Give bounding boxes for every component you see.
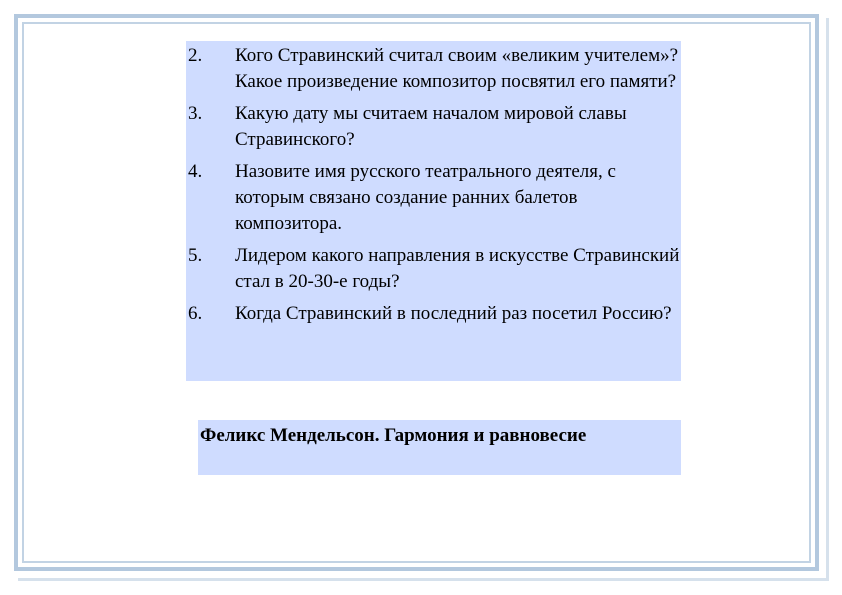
question-number: 6. (188, 303, 203, 324)
question-text: Лидером какого направления в искусстве Стравинский стал в 20-30-е годы? (235, 245, 680, 292)
question-number: 4. (188, 161, 203, 182)
question-number: 5. (188, 245, 203, 266)
question-text: Когда Стравинский в последний раз посетил Россию? (235, 303, 672, 324)
question-number: 2. (188, 45, 203, 66)
question-text: Кого Стравинский считал своим «великим учителем»? Какое произведение композитор посвятил его памяти? (235, 45, 679, 92)
question-list (186, 41, 681, 381)
question-number: 3. (188, 103, 203, 124)
question-item (188, 101, 681, 153)
question-item (188, 301, 681, 327)
question-text: Какую дату мы считаем началом мировой славы Стравинского? (235, 103, 627, 150)
question-item (188, 159, 681, 237)
question-item (188, 243, 681, 295)
question-item (188, 43, 681, 95)
section-title: Феликс Мендельсон. Гармония и равновесие (198, 420, 681, 475)
question-text: Назовите имя русского театрального деятеля, с которым связано создание ранних балетов композитора. (235, 161, 616, 234)
